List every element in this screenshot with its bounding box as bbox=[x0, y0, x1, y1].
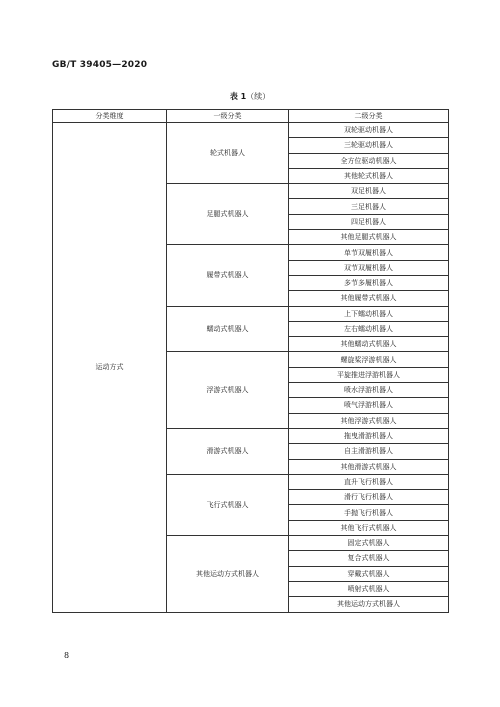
cell-level2: 全方位驱动机器人 bbox=[289, 153, 449, 168]
cell-level1: 其他运动方式机器人 bbox=[167, 536, 289, 612]
cell-level2: 其他足腿式机器人 bbox=[289, 230, 449, 245]
cell-level2: 左右蠕动机器人 bbox=[289, 321, 449, 336]
cell-level2: 平旋推进浮游机器人 bbox=[289, 367, 449, 382]
cell-level2: 双轮驱动机器人 bbox=[289, 123, 449, 138]
page-number: 8 bbox=[64, 651, 70, 660]
cell-level2: 穿戴式机器人 bbox=[289, 566, 449, 581]
cell-level2: 直升飞行机器人 bbox=[289, 474, 449, 489]
cell-level2: 滑行飞行机器人 bbox=[289, 490, 449, 505]
standard-number: GB/T 39405—2020 bbox=[52, 60, 148, 70]
cell-level1: 浮游式机器人 bbox=[167, 352, 289, 428]
cell-level2: 固定式机器人 bbox=[289, 536, 449, 551]
table-title: 表 1 bbox=[229, 92, 247, 101]
table-title-suffix: （续） bbox=[246, 92, 271, 101]
cell-level1: 蠕动式机器人 bbox=[167, 306, 289, 352]
cell-dimension: 运动方式 bbox=[53, 123, 167, 613]
cell-level2: 喷射式机器人 bbox=[289, 581, 449, 596]
cell-level1: 足腿式机器人 bbox=[167, 184, 289, 245]
cell-level2: 拖曳滑游机器人 bbox=[289, 428, 449, 443]
cell-level2: 其他运动方式机器人 bbox=[289, 597, 449, 612]
cell-level2: 手抛飞行机器人 bbox=[289, 505, 449, 520]
cell-level2: 双节双履机器人 bbox=[289, 260, 449, 275]
cell-level2: 螺旋桨浮游机器人 bbox=[289, 352, 449, 367]
cell-level2: 双足机器人 bbox=[289, 184, 449, 199]
cell-level2: 四足机器人 bbox=[289, 214, 449, 229]
cell-level1: 滑游式机器人 bbox=[167, 428, 289, 474]
cell-level2: 上下蠕动机器人 bbox=[289, 306, 449, 321]
table-header-row bbox=[53, 110, 449, 123]
cell-level1: 飞行式机器人 bbox=[167, 474, 289, 535]
cell-level2: 其他蠕动式机器人 bbox=[289, 337, 449, 352]
cell-level2: 单节双履机器人 bbox=[289, 245, 449, 260]
cell-level2: 其他轮式机器人 bbox=[289, 168, 449, 183]
column-header-level2: 二级分类 bbox=[289, 110, 449, 123]
cell-level1: 履带式机器人 bbox=[167, 245, 289, 306]
cell-level2: 喷气浮游机器人 bbox=[289, 398, 449, 413]
cell-level2: 三轮驱动机器人 bbox=[289, 138, 449, 153]
cell-level2: 三足机器人 bbox=[289, 199, 449, 214]
column-header-dimension: 分类维度 bbox=[53, 110, 167, 123]
cell-level2: 其他履带式机器人 bbox=[289, 291, 449, 306]
cell-level2: 复合式机器人 bbox=[289, 551, 449, 566]
cell-level2: 其他滑游式机器人 bbox=[289, 459, 449, 474]
table-caption bbox=[0, 91, 500, 102]
table-body bbox=[53, 123, 449, 613]
cell-level2: 喷水浮游机器人 bbox=[289, 383, 449, 398]
cell-level2: 其他飞行式机器人 bbox=[289, 520, 449, 535]
cell-level1: 轮式机器人 bbox=[167, 123, 289, 184]
column-header-level1: 一级分类 bbox=[167, 110, 289, 123]
cell-level2: 多节多履机器人 bbox=[289, 275, 449, 290]
cell-level2: 其他浮游式机器人 bbox=[289, 413, 449, 428]
cell-level2: 自主滑游机器人 bbox=[289, 444, 449, 459]
classification-table bbox=[52, 109, 449, 613]
table-row bbox=[53, 123, 449, 138]
